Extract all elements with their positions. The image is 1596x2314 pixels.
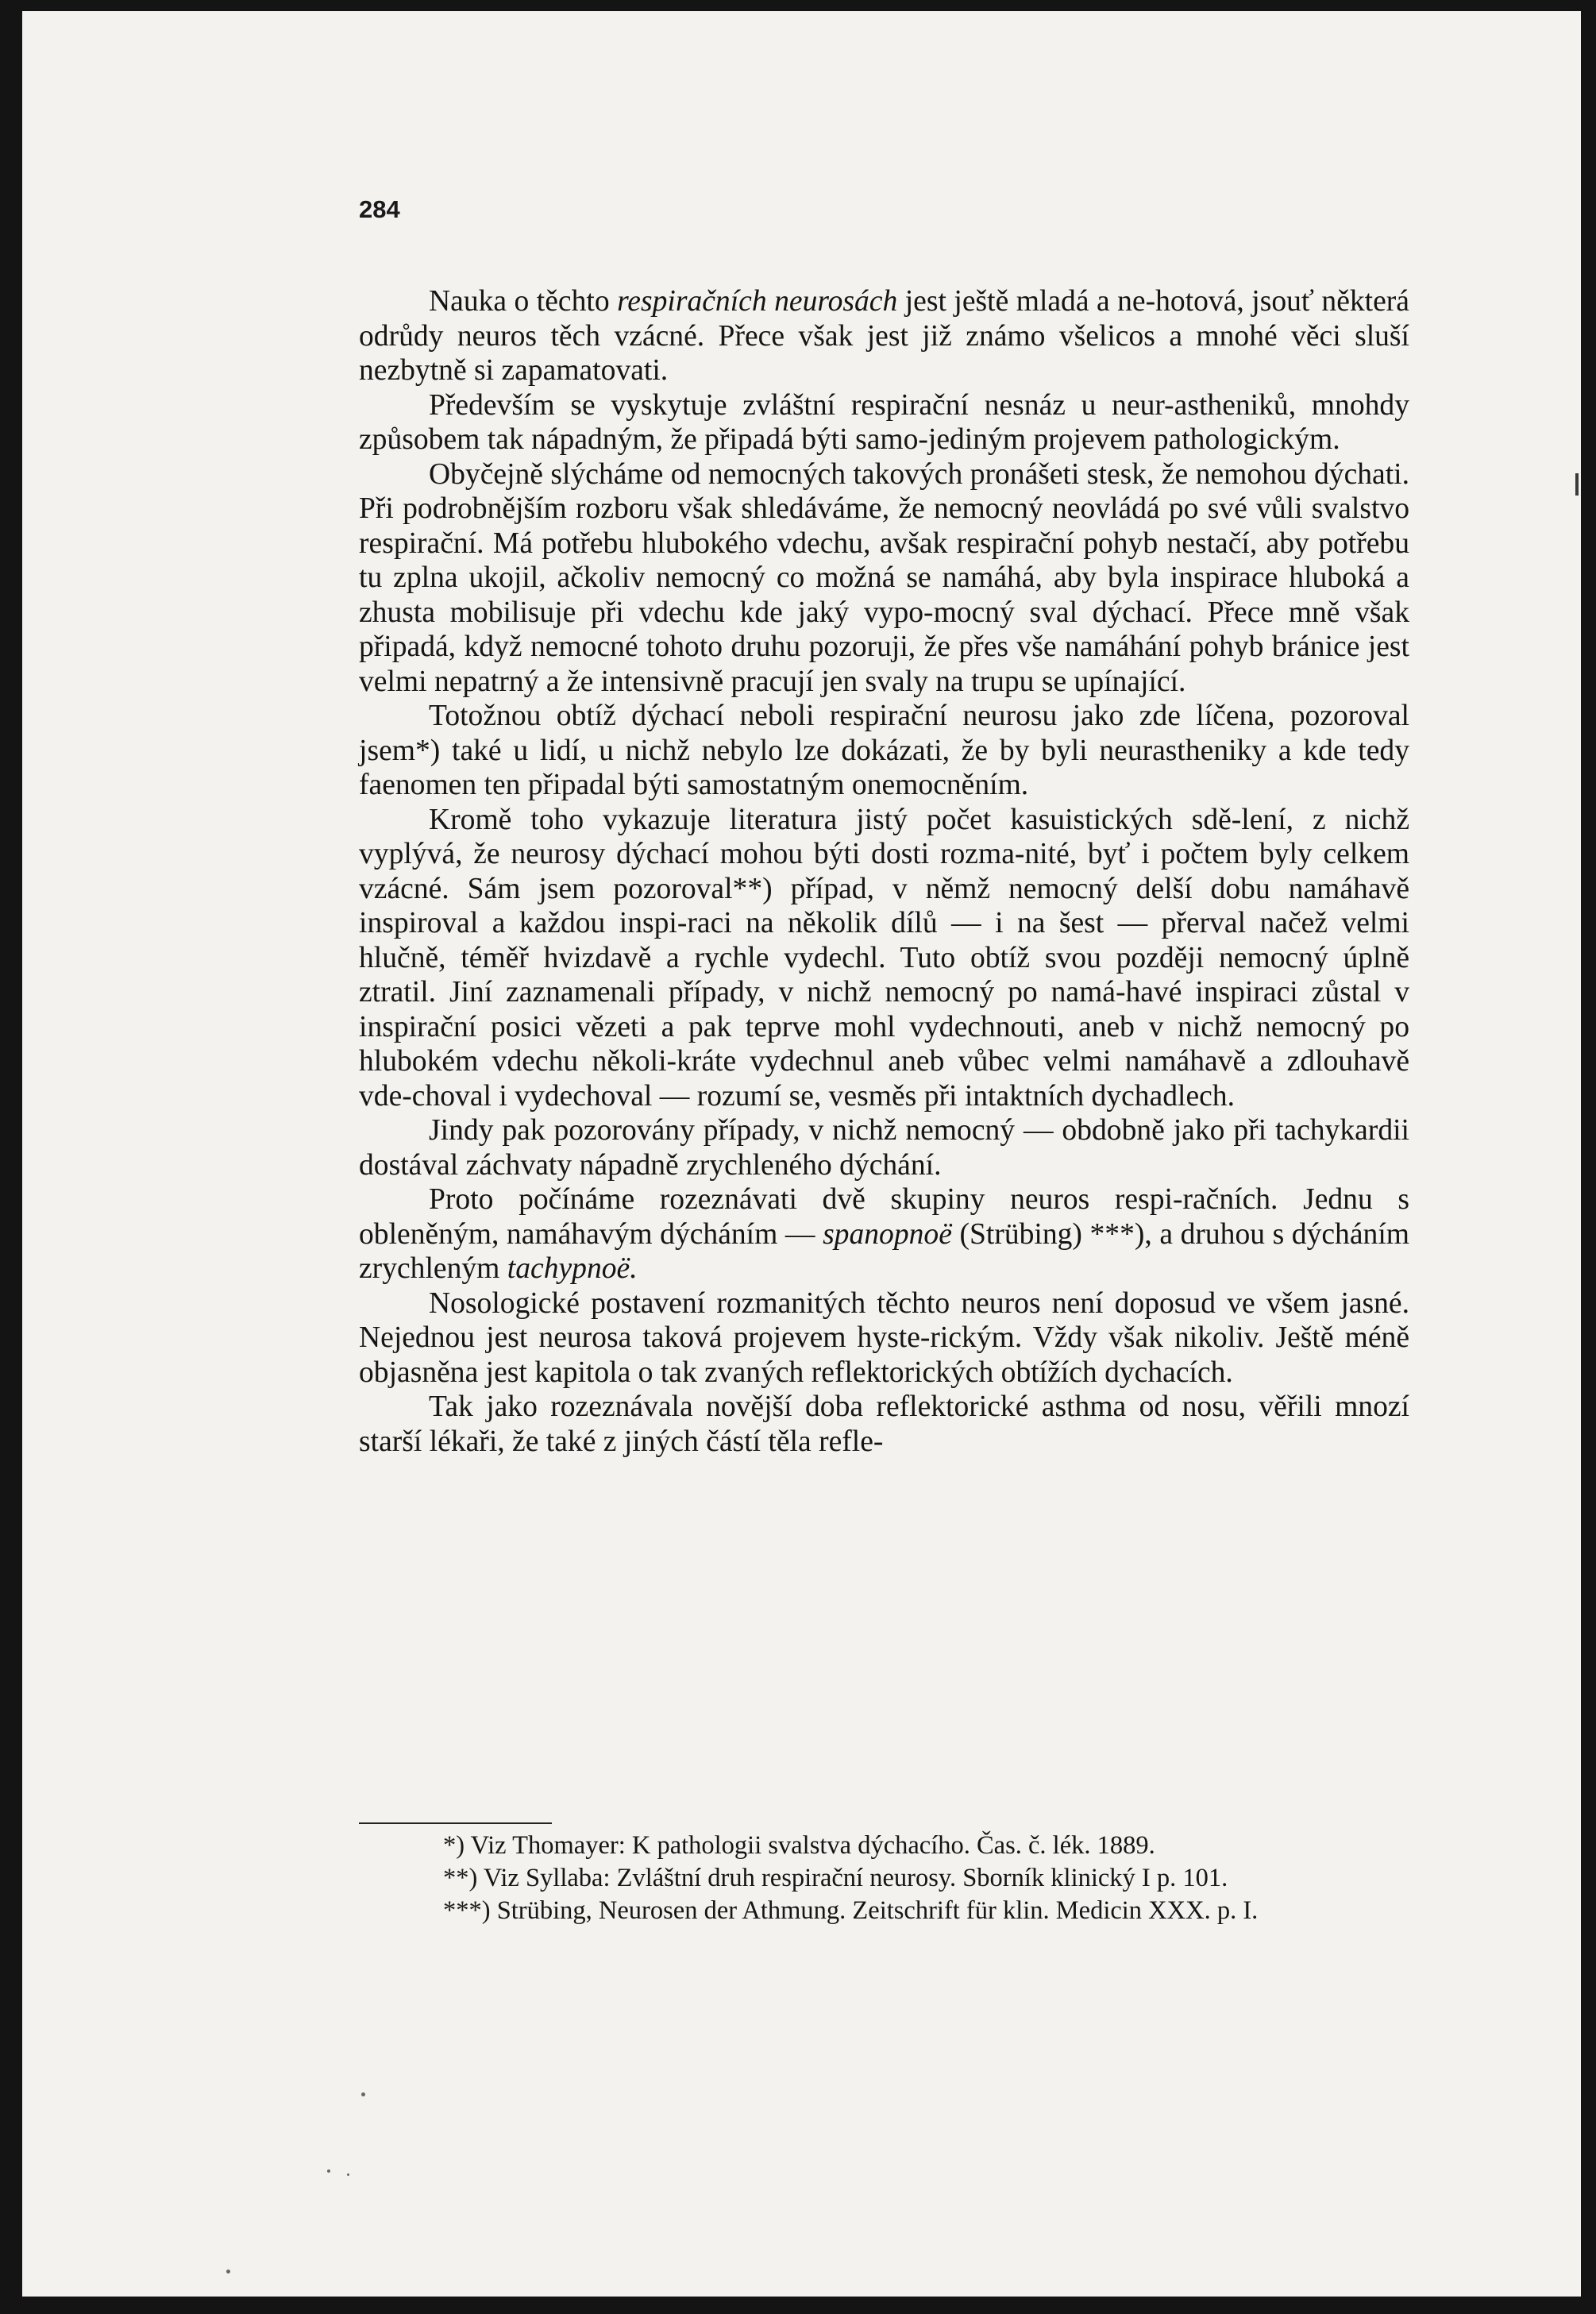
footnote-mark: **) xyxy=(443,1864,478,1892)
paragraph: Kromě toho vykazuje literatura jistý počet kasuistických sdě-lení, z nichž vyplývá, že neurosy dýchací mohou býti dosti rozma-nité, byť i počtem byly celkem vzácné. Sám jsem pozoroval**) případ, v němž nemocný delší dobu namáhavě inspiroval a každou inspi-raci na několik dílů — i na šest — přerval načež velmi hlučně, téměř hvizdavě a rychle vydechl. Tuto obtíž svou později nemocný úplně ztratil. Jiní zaznamenali případy, v nichž nemocný po namá-havé inspiraci zůstal v inspirační posici vězeti a pak teprve mohl vydechnouti, aneb v nichž nemocný po hlubokém vdechu několi-kráte vydechnul aneb vůbec velmi namáhavě a zdlouhavě vde-choval i vydechoval — rozumí se, vesměs při intaktních dychadlech. xyxy=(359,803,1409,1113)
footnote-text: Viz Syllaba: Zvláštní druh respirační neurosy. Sborník klinický I p. 101. xyxy=(483,1864,1228,1892)
italic-term: tachypnoë. xyxy=(507,1252,638,1285)
footnote-text: Viz Thomayer: K pathologii svalstva dýchacího. Čas. č. lék. 1889. xyxy=(470,1831,1155,1860)
footnote xyxy=(359,1862,1409,1895)
paper-speck xyxy=(226,2270,230,2274)
footnote-mark: *) xyxy=(443,1831,465,1860)
footnote-divider xyxy=(359,1822,552,1824)
italic-term: spanopnoë xyxy=(823,1217,952,1251)
paragraph: Totožnou obtíž dýchací neboli respirační neurosu jako zde líčena, pozoroval jsem*) také u lidí, u nichž nebylo lze dokázati, že by byli neurastheniky a kde tedy faenomen ten připadal býti samostatným onemocněním. xyxy=(359,700,1409,801)
paragraph: Obyčejně slýcháme od nemocných takových pronášeti stesk, že nemohou dýchati. Při podrobnějším rozboru však shledáváme, že nemocný neovládá po své vůli svalstvo respirační. Má potřebu hlubokého vdechu, avšak respirační pohyb nestačí, aby potřebu tu zplna ukojil, ačkoliv nemocný co možná se namáhá, aby byla inspirace hluboká a zhusta mobilisuje při vdechu kde jaký vypo-mocný sval dýchací. Přece mně však připadá, když nemocné tohoto druhu pozoruji, že přes vše namáhání pohyb bránice jest velmi nepatrný a že intensivně pracují jen svaly na trupu se upínající. xyxy=(359,457,1409,698)
paper-speck xyxy=(361,2092,365,2096)
paragraph: Nosologické postavení rozmanitých těchto neuros není doposud ve všem jasné. Nejednou jest neurosa taková projevem hyste-rickým. Vždy však nikoliv. Ještě méně objasněna jest kapitola o tak zvaných reflektorických obtížích dychacích. xyxy=(359,1286,1409,1389)
footnote xyxy=(359,1895,1409,1927)
paragraph: Nauka o těchto respiračních neurosách jest ještě mladá a ne-hotová, jsouť některá odrůdy neuros těch vzácné. Přece však jest již známo všelicos a mnohé věci sluší nezbytně si zapamatovati. xyxy=(359,285,1409,387)
paragraph: Tak jako rozeznávala novější doba reflektorické asthma od nosu, věřili mnozí starší lékaři, že také z jiných částí těla refle- xyxy=(359,1390,1409,1458)
paper-speck xyxy=(347,2173,349,2176)
footnote-text: Strübing, Neurosen der Athmung. Zeitschrift für klin. Medicin XXX. p. I. xyxy=(496,1896,1259,1925)
paragraph: Jindy pak pozorovány případy, v nichž nemocný — obdobně jako při tachykardii dostával záchvaty nápadně zrychleného dýchání. xyxy=(359,1114,1409,1182)
footnote-mark: ***) xyxy=(443,1896,491,1925)
page-number: 284 xyxy=(359,195,400,223)
paragraph: Proto počínáme rozeznávati dvě skupiny neuros respi-račních. Jednu s obleněným, namáhavým dýcháním — spanopnoë (Strübing) ***), a druhou s dýcháním zrychleným tachypnoë. xyxy=(359,1183,1409,1285)
italic-term: respiračních neurosách xyxy=(617,285,898,318)
body-text xyxy=(359,284,1409,1459)
page-edge-mark xyxy=(1575,473,1579,496)
footnote xyxy=(359,1830,1409,1862)
paragraph: Především se vyskytuje zvláštní respirační nesnáz u neur-astheniků, mnohdy způsobem tak nápadným, že připadá býti samo-jediným projevem pathologickým. xyxy=(359,388,1409,456)
footnotes xyxy=(359,1830,1409,1927)
paper-speck xyxy=(327,2169,330,2173)
